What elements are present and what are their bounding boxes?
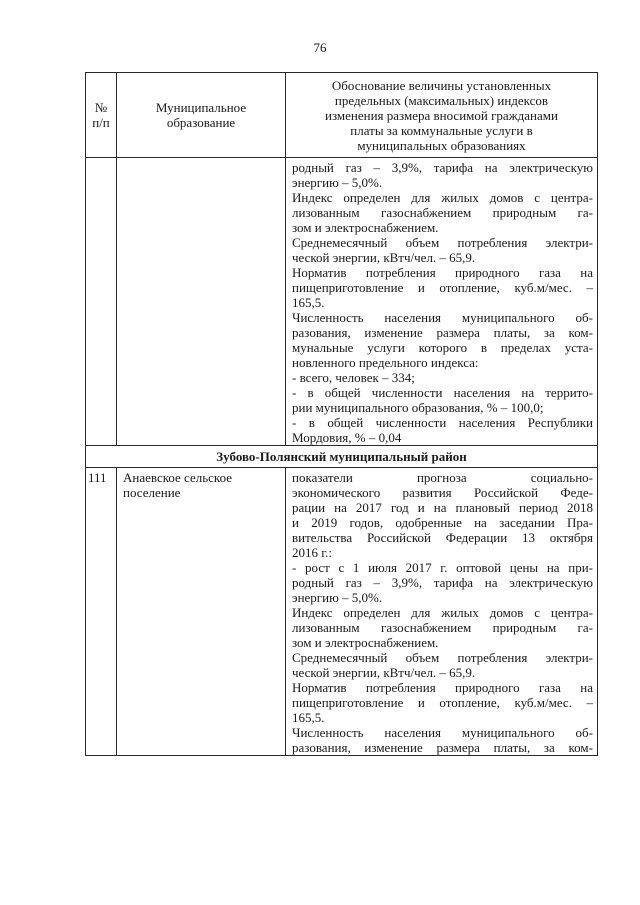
header-municipality-line: Муниципальное: [155, 100, 247, 115]
header-number-cell: [86, 73, 117, 158]
justification-line: разования, изменение размера платы, за ком-: [292, 325, 593, 340]
justification-line: Норматив потребления природного газа на: [292, 265, 593, 280]
justification-line: лизованным газоснабжением природным га-: [292, 620, 593, 635]
justification-line: 165,5.: [292, 295, 325, 310]
justification-line: Численность населения муниципального об-: [292, 725, 593, 740]
justification-line: 2016 г.:: [292, 545, 332, 560]
table-header-row: [86, 73, 598, 158]
justification-line: ческой энергии, кВтч/чел. – 65,9.: [292, 250, 476, 265]
header-number-line: №: [94, 100, 108, 115]
justification-line: мунальные услуги которого в пределах уста-: [292, 340, 593, 355]
justification-line: рации на 2017 год и на плановый период 2018: [292, 500, 593, 515]
justification-line: зом и электроснабжением.: [292, 220, 439, 235]
row-municipality-cell: [117, 468, 286, 756]
continued-number-cell: [86, 158, 117, 446]
justification-line: родный газ – 3,9%, тарифа на электрическую: [292, 575, 593, 590]
header-justification-line: Обоснование величины установленных: [331, 77, 552, 93]
page-number: 76: [313, 40, 327, 55]
table-row-continued: [86, 158, 598, 446]
justification-line: вительства Российской Федерации 13 октября: [292, 530, 593, 545]
justification-line: показатели прогноза социально-: [292, 470, 593, 485]
justification-line: родный газ – 3,9%, тарифа на электрическую: [292, 160, 593, 175]
justification-line: Численность населения муниципального об-: [292, 310, 593, 325]
justification-line: - рост с 1 июля 2017 г. оптовой цены на при-: [292, 560, 593, 575]
justification-line: Среднемесячный объем потребления электри-: [292, 650, 593, 665]
justification-line: разования, изменение размера платы, за ком-: [292, 740, 593, 755]
justification-line: Индекс определен для жилых домов с центра-: [292, 605, 593, 620]
justification-line: Индекс определен для жилых домов с центра-: [292, 190, 593, 205]
table-row-111: [86, 468, 598, 756]
district-header-row: [86, 446, 598, 468]
justification-line: лизованным газоснабжением природным га-: [292, 205, 593, 220]
justification-line: энергию – 5,0%.: [292, 175, 383, 190]
continued-municipality-cell: [117, 158, 286, 446]
row-number-cell: 111: [86, 468, 117, 756]
header-justification-line: платы за коммунальные услуги в: [350, 122, 533, 138]
justification-line: Норматив потребления природного газа на: [292, 680, 593, 695]
justification-line: 165,5.: [292, 710, 325, 725]
district-title: Зубово-Полянский муниципальный район: [86, 446, 598, 468]
justification-line: Мордовия, % – 0,04: [292, 430, 402, 445]
justification-line: новленного предельного индекса:: [292, 355, 479, 370]
header-justification-line: изменения размера вносимой гражданами: [325, 107, 558, 123]
header-municipality-cell: [117, 73, 286, 158]
row-justification-cell: [286, 468, 598, 756]
justification-line: Среднемесячный объем потребления электри-: [292, 235, 593, 250]
index-justification-table: [85, 72, 598, 756]
header-justification-line: муниципальных образованиях: [357, 137, 526, 153]
justification-line: пищеприготовление и отопление, куб.м/мес. –: [292, 280, 593, 295]
justification-line: экономического развития Российской Феде-: [292, 485, 593, 500]
justification-line: пищеприготовление и отопление, куб.м/мес. –: [292, 695, 593, 710]
justification-line: ческой энергии, кВтч/чел. – 65,9.: [292, 665, 476, 680]
justification-line: - всего, человек – 334;: [292, 370, 415, 385]
justification-line: зом и электроснабжением.: [292, 635, 439, 650]
header-municipality-line: образование: [166, 115, 236, 130]
header-justification-cell: [286, 73, 598, 158]
municipality-line: поселение: [123, 485, 181, 500]
continued-justification-cell: [286, 158, 598, 446]
justification-line: и 2019 годов, одобренные на заседании Пра-: [292, 515, 593, 530]
header-number-line: п/п: [92, 115, 110, 130]
justification-line: рии муниципального образования, % – 100,0;: [292, 400, 544, 415]
header-justification-line: предельных (максимальных) индексов: [334, 92, 549, 108]
justification-line: - в общей численности населения на террито-: [292, 385, 593, 400]
justification-line: - в общей численности населения Республики: [292, 415, 593, 430]
municipality-line: Анаевское сельское: [123, 470, 233, 485]
justification-line: энергию – 5,0%.: [292, 590, 383, 605]
